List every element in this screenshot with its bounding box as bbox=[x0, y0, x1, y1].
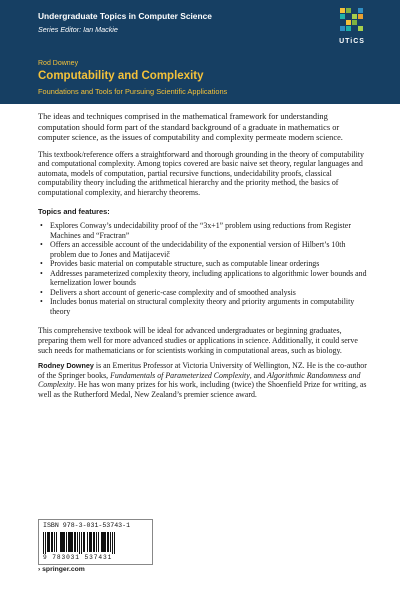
bio-text: is an Emeritus Professor at Victoria University of Wellington, NZ. He is the co-author of the Springer books, bbox=[38, 361, 367, 380]
logo-tile bbox=[358, 26, 363, 31]
description bbox=[38, 112, 368, 400]
logo-tile bbox=[340, 8, 345, 13]
barcode-bar bbox=[98, 532, 99, 552]
barcode-bar bbox=[49, 532, 50, 552]
list-item bbox=[38, 288, 368, 298]
barcode-bar bbox=[87, 532, 88, 552]
logo-tile bbox=[346, 8, 351, 13]
barcode-bar bbox=[81, 532, 82, 554]
topics-list bbox=[38, 221, 368, 316]
barcode-icon bbox=[43, 532, 147, 554]
logo-tile bbox=[358, 8, 363, 13]
logo-tile bbox=[358, 14, 363, 19]
logo-tile bbox=[352, 20, 357, 25]
bullet-icon: • bbox=[40, 240, 43, 250]
logo-tile bbox=[340, 26, 345, 31]
barcode-bar bbox=[68, 532, 70, 552]
barcode-bar bbox=[89, 532, 91, 552]
barcode-box bbox=[38, 519, 153, 565]
list-item bbox=[38, 297, 368, 316]
bio-name: Rodney Downey bbox=[38, 361, 94, 371]
book-title: Computability and Complexity bbox=[38, 70, 204, 82]
isbn-text: ISBN 978-3-031-53743-1 bbox=[43, 522, 131, 529]
bullet-icon: • bbox=[40, 297, 43, 307]
intro-paragraph: The ideas and techniques comprised in the mathematical framework for understanding computation should form part of the standard background of a graduate in mathematics or computer science, as the issues of computability and complexity permeate modern science. bbox=[38, 112, 343, 142]
bullet-icon: • bbox=[40, 268, 43, 278]
bio-book-title: Fundamentals of Parameterized Complexity bbox=[110, 370, 250, 380]
barcode-bar bbox=[114, 532, 115, 554]
bio-text: . He has won many prizes for his work, including (twice) the Shoenfield Prize for writing, as well as the Rutherford Medal, New Zealand’s premier science award. bbox=[38, 380, 367, 400]
bullet-icon: • bbox=[40, 259, 43, 269]
barcode-bar bbox=[105, 532, 106, 552]
logo-tile bbox=[340, 14, 345, 19]
bullet-icon: • bbox=[40, 221, 43, 231]
logo-mosaic-icon bbox=[340, 8, 364, 32]
logo-tile bbox=[346, 26, 351, 31]
series-editor: Series Editor: Ian Mackie bbox=[38, 25, 118, 34]
topic-text: Provides basic material on computable structure, such as computable linear orderings bbox=[50, 259, 320, 269]
barcode-bar bbox=[72, 532, 73, 552]
barcode-bar bbox=[74, 532, 76, 552]
barcode-bar bbox=[45, 532, 46, 554]
author-bio bbox=[38, 361, 368, 399]
barcode-bar bbox=[56, 532, 57, 552]
barcode-digits: 9 783031 537431 bbox=[43, 554, 113, 561]
overview-paragraph: This textbook/reference offers a straightforward and thorough grounding in the theory of computability and computational complexity. Among topics covered are basic naive set theory, regular languages and automata, models of computation, partial recursive functions, undecidability proofs, classical computability theory including the arithmetical hierarchy and the priority method, the basics of computational complexity, and hierarchy theorems. bbox=[38, 149, 364, 197]
list-item bbox=[38, 269, 368, 288]
bio-book-title: Algorithmic Randomness and Complexity bbox=[38, 370, 361, 390]
barcode-bar bbox=[79, 532, 80, 554]
barcode-bar bbox=[96, 532, 97, 552]
cover-header bbox=[0, 0, 400, 104]
barcode-bar bbox=[54, 532, 55, 552]
logo-tile bbox=[346, 20, 351, 25]
audience-paragraph: This comprehensive textbook will be ideal for advanced undergraduates or beginning graduates, preparing them well for more advanced studies or applications in science. Additionally, it could serve such needs for mathematicians or for scientists working in computational areas, such as biology. bbox=[38, 326, 358, 355]
topic-text: Offers an accessible account of the undecidability of the exponential version of Hilbert’s 10th problem due to Jones and Matijacevič bbox=[50, 240, 346, 259]
logo-text: UTiCS bbox=[339, 38, 365, 45]
barcode-bar bbox=[70, 532, 72, 552]
topic-text: Includes bonus material on structural complexity theory and priority arguments in computability theory bbox=[50, 297, 355, 316]
series-title: Undergraduate Topics in Computer Science bbox=[38, 11, 212, 21]
barcode-bar bbox=[64, 532, 65, 552]
author-name: Rod Downey bbox=[38, 60, 79, 67]
list-item bbox=[38, 259, 368, 269]
book-subtitle: Foundations and Tools for Pursuing Scientific Applications bbox=[38, 87, 228, 96]
publisher-link[interactable]: › springer.com bbox=[38, 566, 85, 573]
topic-text: Explores Conway’s undecidability proof of the “3x+1” problem using reductions from Register Machines and “Fractran” bbox=[50, 221, 351, 240]
barcode-bar bbox=[93, 532, 95, 552]
barcode-bar bbox=[110, 532, 111, 552]
barcode-bar bbox=[62, 532, 64, 552]
barcode-bar bbox=[77, 532, 78, 552]
logo-tile bbox=[352, 14, 357, 19]
list-item bbox=[38, 221, 368, 240]
topics-heading: Topics and features: bbox=[38, 207, 110, 217]
barcode-bar bbox=[66, 532, 67, 552]
barcode-bar bbox=[83, 532, 85, 552]
bullet-icon: • bbox=[40, 287, 43, 297]
barcode-bar bbox=[60, 532, 62, 552]
barcode-bar bbox=[103, 532, 105, 552]
topic-text: Addresses parameterized complexity theory, including applications to algorithmic lower bounds and kernelization lower bounds bbox=[50, 268, 367, 288]
list-item bbox=[38, 240, 368, 259]
barcode-bar bbox=[91, 532, 92, 552]
topic-text: Delivers a short account of generic-case complexity and of smoothed analysis bbox=[50, 287, 296, 297]
barcode-bar bbox=[101, 532, 103, 552]
bio-text: , and bbox=[249, 370, 268, 380]
barcode-bar bbox=[47, 532, 49, 552]
utics-logo bbox=[334, 8, 370, 56]
barcode-bar bbox=[51, 532, 53, 552]
barcode-bar bbox=[43, 532, 44, 554]
barcode-bar bbox=[112, 532, 113, 554]
barcode-bar bbox=[107, 532, 109, 552]
